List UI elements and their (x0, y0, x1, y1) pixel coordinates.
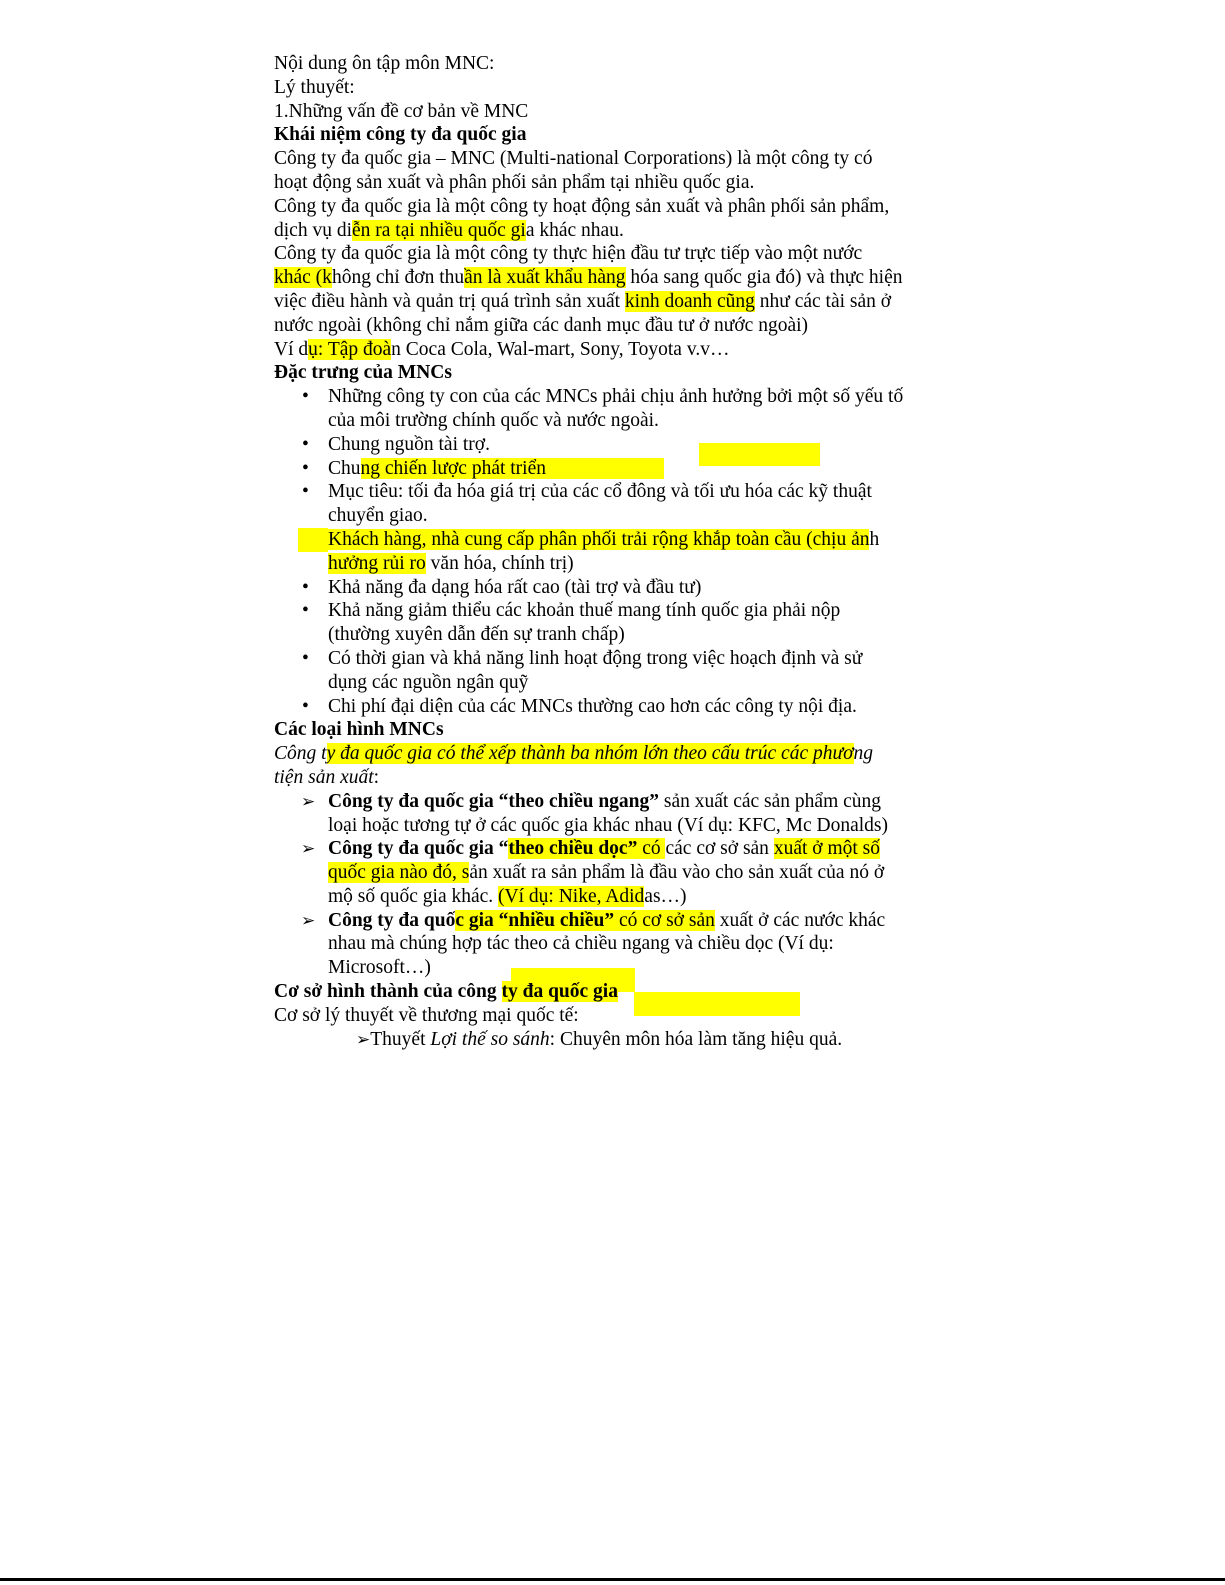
characteristics-list (274, 385, 974, 718)
bullet: • (302, 576, 309, 598)
text: Chi phí đại diện của các MNCs thường cao hơn các công ty nội địa. (328, 695, 857, 717)
text: h (869, 528, 880, 550)
text: mộ số quốc gia khác. (328, 885, 499, 907)
highlighted-text: có cơ sở sản (614, 909, 715, 931)
bullet: • (302, 433, 309, 455)
text: Lợi thế so sánh (430, 1028, 550, 1050)
text: n Coca Cola, Wal-mart, Sony, Toyota v.v… (391, 338, 730, 360)
text: ản xuất ra sản phẩm là đầu vào cho sản xuất của nó ở (469, 862, 885, 884)
highlighted-text: ụ: Tập đoà (308, 338, 392, 360)
text: của môi trường chính quốc và nước ngoài. (328, 409, 659, 431)
heading-mnc-characteristics: Đặc trưng của MNCs (274, 362, 452, 384)
list-item (274, 576, 974, 600)
highlighted-text: y đa quốc gia có thể xếp thành ba nhóm lớn theo cấu trúc các phươ (326, 743, 854, 765)
paragraph-1b: hoạt động sản xuất và phân phối sản phẩm tại nhiều quốc gia. (274, 171, 755, 193)
types-intro-line-2 (274, 766, 974, 790)
highlighted-text: ần là xuất khẩu hàng (464, 267, 626, 289)
highlighted-text: ty đa quốc gia (501, 981, 618, 1003)
list-item (274, 837, 974, 908)
list-item (274, 457, 974, 481)
text-line (328, 885, 974, 909)
paragraph-3c (274, 290, 974, 314)
paragraph-2b (274, 219, 974, 243)
page-bottom-border (0, 1578, 1225, 1581)
text: hóa sang quốc gia đó) và thực hiện (625, 267, 903, 289)
text: Có thời gian và khả năng linh hoạt động trong việc hoạch định và sử (328, 647, 863, 669)
highlighted-text: c gia “nhiều chiều” (455, 909, 615, 931)
highlighted-text: hưởng rủi ro (328, 552, 426, 574)
text: Khả năng đa dạng hóa rất cao (tài trợ và đầu tư) (328, 576, 702, 598)
text-line (328, 909, 974, 933)
text: tiện sản xuất (274, 766, 374, 788)
highlighted-text: (Ví dụ: Nike, Adid (498, 885, 645, 907)
bullet: • (302, 481, 309, 503)
text: Khả năng giảm thiểu các khoản thuế mang tính quốc gia phải nộp (328, 600, 841, 622)
text: Công ty đa quốc gia “ (328, 838, 509, 860)
paragraph-3d: nước ngoài (không chỉ nắm giữa các danh mục đầu tư ở nước ngoài) (274, 314, 809, 336)
text: chuyển giao. (328, 505, 428, 527)
text: như các tài sản ở (754, 290, 892, 312)
list-item (274, 385, 974, 433)
heading-mnc-formation (274, 980, 974, 1004)
text: Cơ sở hình thành của công (274, 981, 502, 1003)
text: Chu (328, 457, 361, 479)
types-list (274, 790, 974, 980)
document-body (274, 52, 974, 1051)
bullet: • (302, 386, 309, 408)
list-item (274, 433, 974, 457)
highlighted-text: có (637, 838, 666, 860)
highlighted-text: ễn ra tại nhiều quốc gi (352, 219, 526, 241)
bullet: • (302, 457, 309, 479)
text: loại hoặc tương tự ở các quốc gia khác nhau (Ví dụ: KFC, Mc Donalds) (328, 814, 889, 836)
text: (thường xuyên dẫn đến sự tranh chấp) (328, 624, 625, 646)
list-item (274, 528, 974, 576)
highlighted-text: Khách hàng, nhà cung cấp phân phối trải rộng khắp toàn cầu (chịu ản (328, 528, 870, 550)
bullet-gap-highlight (298, 528, 328, 552)
text: as…) (644, 885, 687, 907)
heading-mnc-concept: Khái niệm công ty đa quốc gia (274, 124, 527, 146)
list-item (274, 909, 974, 980)
text: Những công ty con của các MNCs phải chịu ảnh hưởng bởi một số yếu tố (328, 386, 904, 408)
section-1-title: 1.Những vấn đề cơ bản về MNC (274, 100, 529, 122)
highlighted-text: khác (k (274, 267, 332, 289)
paragraph-2a: Công ty đa quốc gia là một công ty hoạt động sản xuất và phân phối sản phẩm, (274, 195, 890, 217)
list-item (274, 647, 974, 695)
text-line (328, 552, 974, 576)
arrow-bullet-icon: ➢ (301, 839, 316, 859)
text: Ví d (274, 338, 309, 360)
arrow-bullet-icon: ➢ (301, 910, 316, 930)
paragraph-3b (274, 266, 974, 290)
text: dụng các nguồn ngân quỹ (328, 671, 529, 693)
text-line (328, 528, 974, 552)
text: : Chuyên môn hóa làm tăng hiệu quả. (549, 1028, 843, 1050)
list-item (274, 790, 974, 838)
text-line (328, 861, 974, 885)
trade-theory-line: Cơ sở lý thuyết về thương mại quốc tế: (274, 1004, 579, 1026)
highlighted-text: ng chiến lược phát triển (361, 458, 665, 479)
text: Công t (274, 743, 327, 765)
text-line (328, 837, 974, 861)
text: nhau mà chúng hợp tác theo cả chiều ngang và chiều dọc (Ví dụ: (328, 933, 834, 955)
bullet: • (302, 600, 309, 622)
text: các cơ sở sản (665, 838, 774, 860)
bullet: • (302, 695, 309, 717)
text: sản xuất các sản phẩm cùng (659, 790, 882, 812)
text: Thuyết (370, 1028, 431, 1050)
text: Mục tiêu: tối đa hóa giá trị của các cổ đông và tối ưu hóa các kỹ thuật (328, 481, 872, 503)
text: a khác nhau. (525, 219, 624, 241)
text: Công ty đa quốc gia “theo chiều ngang” (328, 790, 660, 812)
types-intro-line-1 (274, 742, 974, 766)
text: : (373, 766, 380, 788)
paragraph-3a: Công ty đa quốc gia là một công ty thực hiện đầu tư trực tiếp vào một nước (274, 243, 863, 265)
theory-label: Lý thuyết: (274, 76, 355, 98)
heading-mnc-types: Các loại hình MNCs (274, 719, 444, 741)
text: ng (853, 743, 874, 765)
highlighted-text: theo chiều dọc” (508, 838, 638, 860)
text-line (328, 457, 974, 481)
arrow-bullet-icon: ➢ (301, 791, 316, 811)
text-line (328, 790, 974, 814)
text: dịch vụ di (274, 219, 352, 241)
highlighted-text: xuất ở một số (773, 838, 880, 860)
list-item (274, 599, 974, 647)
text: Microsoft…) (328, 957, 431, 979)
list-item (274, 480, 974, 528)
title-line: Nội dung ôn tập môn MNC: (274, 53, 495, 74)
paragraph-1a: Công ty đa quốc gia – MNC (Multi-national Corporations) là một công ty có (274, 148, 873, 170)
example-line (274, 338, 974, 362)
highlighted-text: quốc gia nào đó, s (328, 862, 470, 884)
text: Công ty đa quố (328, 909, 456, 931)
highlighted-text: kinh doanh cũng (624, 290, 755, 312)
text: xuất ở các nước khác (714, 909, 886, 931)
text: việc điều hành và quản trị quá trình sản xuất (274, 290, 625, 312)
list-item (274, 695, 974, 719)
text: văn hóa, chính trị) (425, 552, 574, 574)
text: hông chỉ đơn thu (331, 267, 465, 289)
arrow-bullet-icon: ➢ (356, 1029, 371, 1049)
text: Chung nguồn tài trợ. (328, 433, 490, 455)
bullet: • (302, 647, 309, 669)
comparative-advantage-line (274, 1028, 974, 1052)
